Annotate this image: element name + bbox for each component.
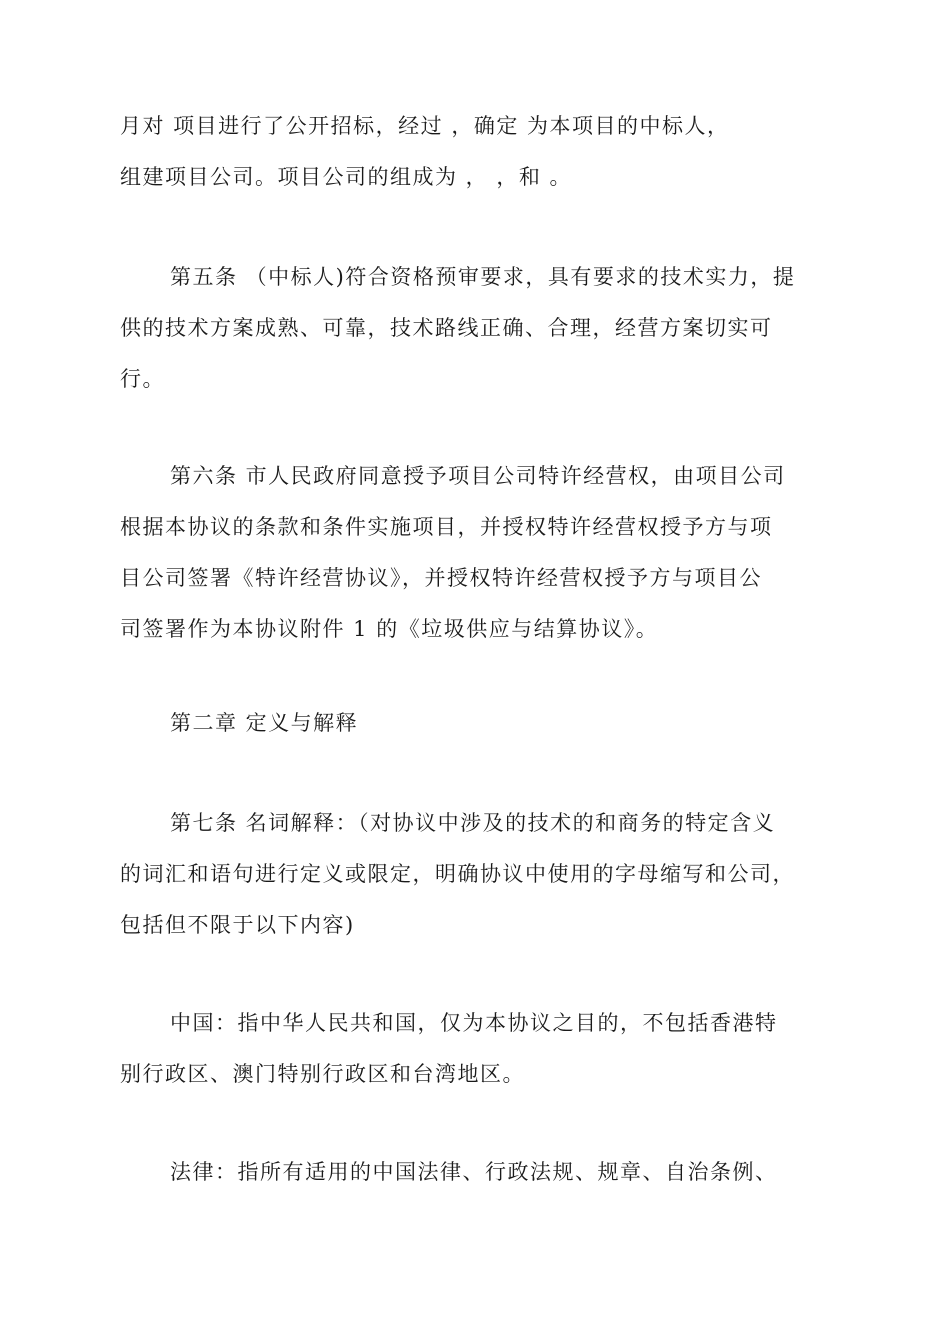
text-line: 包括但不限于以下内容) — [120, 913, 355, 937]
paragraph-article-5 — [120, 252, 832, 405]
text-line: 目公司签署《特许经营协议》，并授权特许经营权授予方与项目公 — [120, 566, 762, 590]
text-line: 供的技术方案成熟、可靠，技术路线正确、合理，经营方案切实可 — [120, 316, 773, 340]
definition-law — [120, 1147, 832, 1198]
text-line: 的词汇和语句进行定义或限定，明确协议中使用的字母缩写和公司， — [120, 862, 795, 886]
text-line: 法律：指所有适用的中国法律、行政法规、规章、自治条例、 — [170, 1160, 778, 1184]
definition-china — [120, 998, 832, 1100]
text-line: 司签署作为本协议附件 1 的《垃圾供应与结算协议》。 — [120, 617, 659, 641]
text-line: 中国：指中华人民共和国，仅为本协议之目的，不包括香港特 — [170, 1011, 778, 1035]
paragraph-article-7 — [120, 798, 832, 951]
paragraph-bid-result — [120, 101, 832, 203]
text-line: 行。 — [120, 367, 165, 391]
text-line: 第二章 定义与解释 — [170, 711, 359, 735]
text-line: 组建项目公司。项目公司的组成为 ， ，和 。 — [120, 165, 573, 189]
text-line: 第六条 市人民政府同意授予项目公司特许经营权，由项目公司 — [170, 464, 786, 488]
text-line: 第七条 名词解释：（对协议中涉及的技术的和商务的特定含义 — [170, 811, 776, 835]
paragraph-article-6 — [120, 451, 832, 655]
chapter-heading — [120, 698, 832, 749]
text-line: 月对 项目进行了公开招标，经过 ，确定 为本项目的中标人， — [120, 114, 730, 138]
text-line: 别行政区、澳门特别行政区和台湾地区。 — [120, 1062, 525, 1086]
text-line: 根据本协议的条款和条件实施项目，并授权特许经营权授予方与项 — [120, 515, 773, 539]
text-line: 第五条 （中标人)符合资格预审要求，具有要求的技术实力，提 — [170, 265, 796, 289]
